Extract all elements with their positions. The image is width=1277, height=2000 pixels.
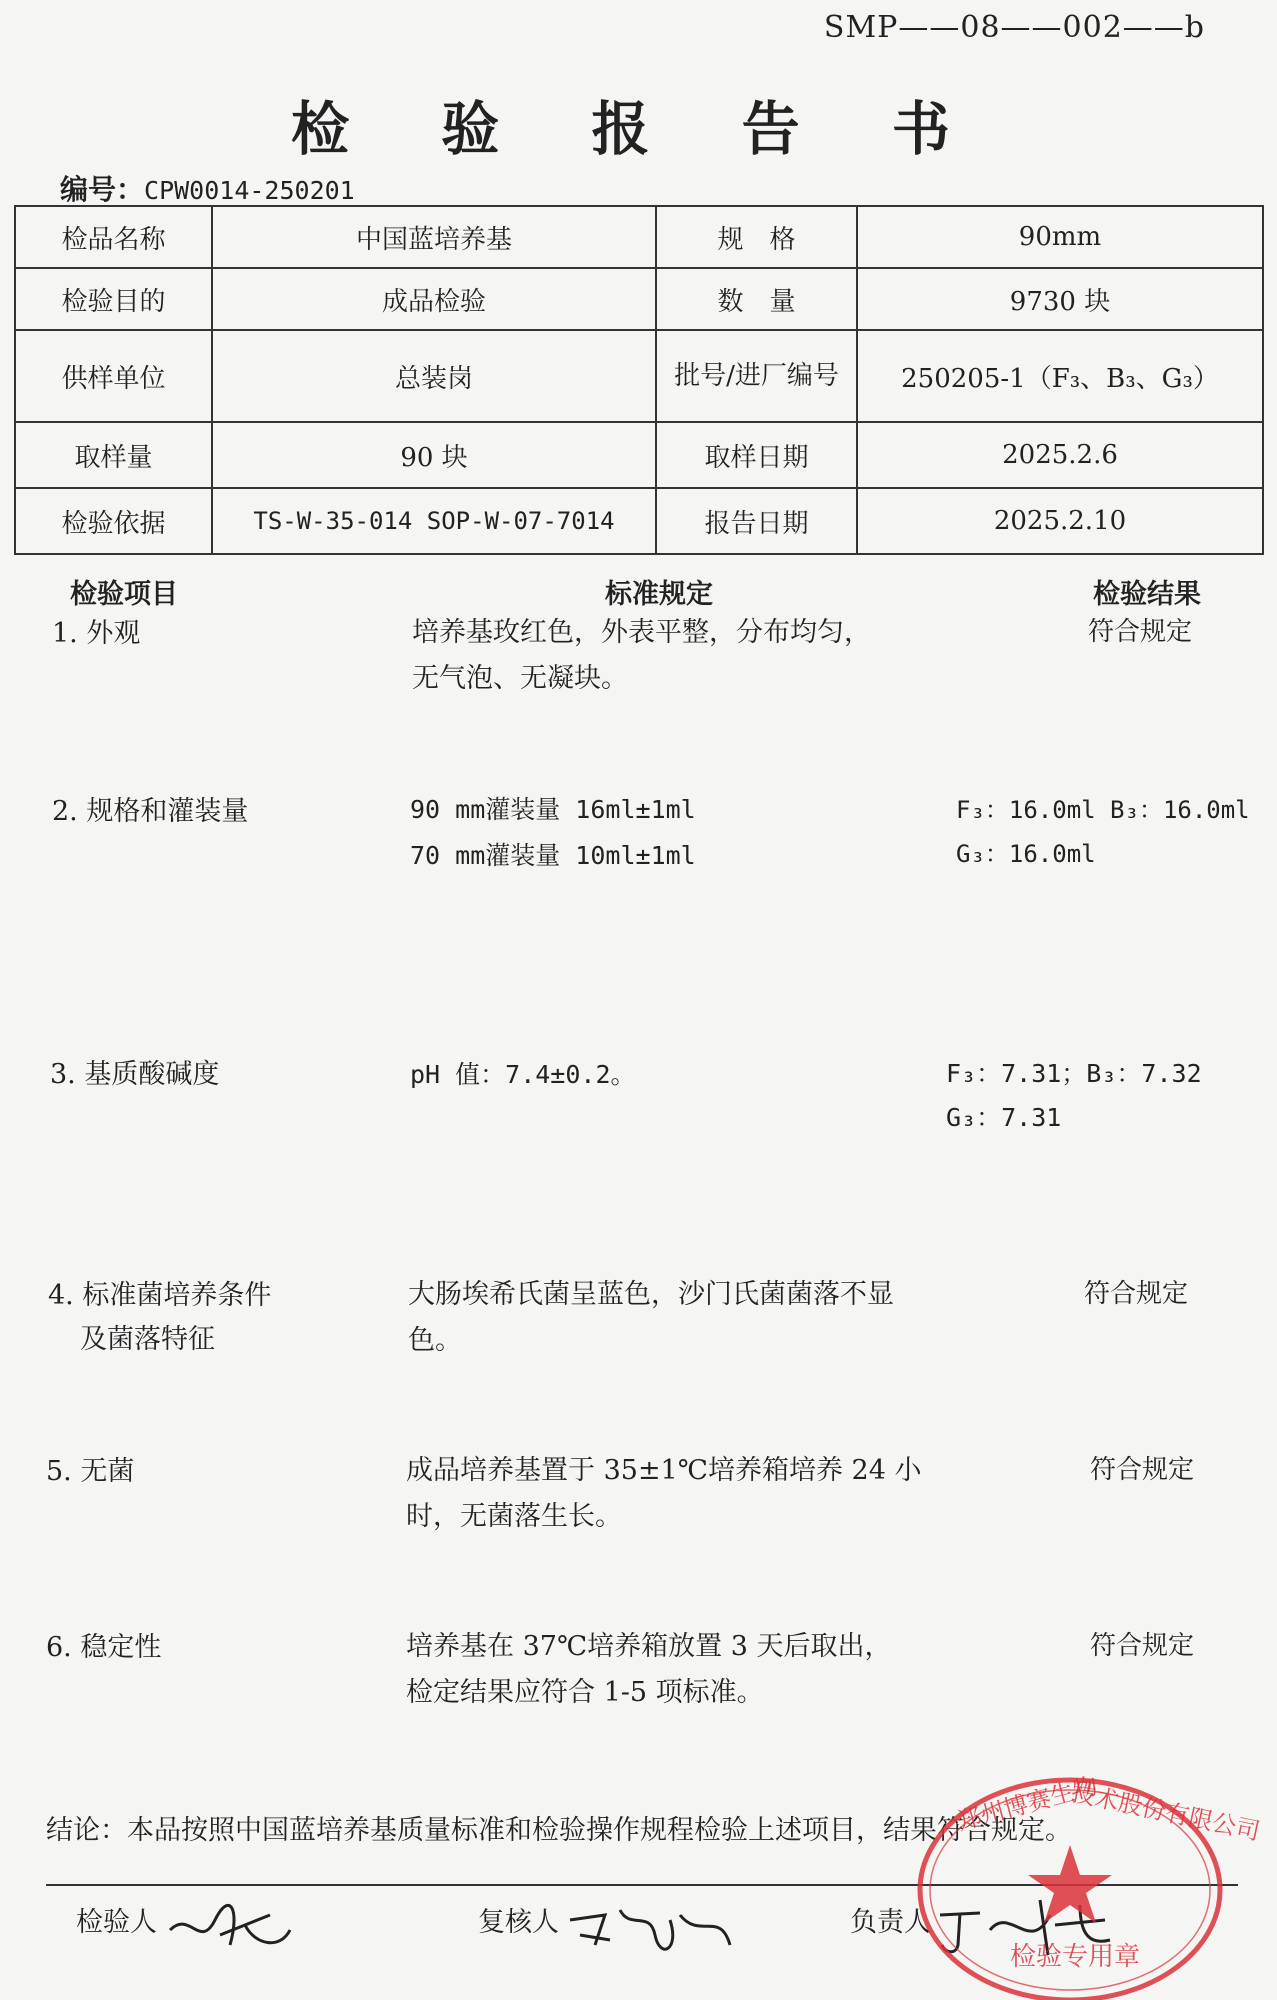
result-line: G₃：7.31: [946, 1103, 1062, 1132]
item-result: 符合规定: [1084, 1279, 1189, 1309]
standard-line: 时，无菌落生长。: [406, 1501, 622, 1532]
standard-line: 大肠埃希氏菌呈蓝色，沙门氏菌菌落不显: [408, 1279, 894, 1310]
item-result: [946, 1052, 1202, 1140]
svg-text:检验专用章: 检验专用章: [1010, 1942, 1141, 1972]
standard-line: 培养基玫红色，外表平整，分布均匀，: [412, 617, 871, 648]
standard-line: 培养基在 37℃培养箱放置 3 天后取出，: [406, 1631, 892, 1662]
header-result: 检验结果: [1093, 579, 1201, 610]
result-line: F₃：16.0ml B₃：16.0ml: [956, 796, 1250, 824]
info-value: 2025.2.10: [857, 488, 1263, 554]
item-name: 6. 稳定性: [46, 1632, 162, 1663]
item-name: 1. 外观: [52, 618, 141, 649]
page-title: 检 验 报 告 书: [291, 95, 986, 163]
standard-line: 检定结果应符合 1-5 项标准。: [406, 1677, 764, 1708]
reviewer-signature: [560, 1890, 740, 1970]
header-item: 检验项目: [70, 579, 178, 610]
item-result: [956, 788, 1250, 876]
standard-line: 70 mm灌装量 10ml±1ml: [410, 841, 696, 870]
item-name: [48, 1274, 271, 1362]
item-name-line: 4. 标准菌培养条件: [48, 1280, 272, 1311]
item-standard: [410, 787, 696, 879]
manager-label: 负责人: [850, 1907, 931, 1938]
item-result: 符合规定: [1090, 1631, 1195, 1661]
info-label: 数 量: [656, 268, 857, 330]
standard-line: 90 mm灌装量 16ml±1ml: [410, 795, 696, 824]
info-value: 90mm: [857, 206, 1263, 268]
inspector-label: 检验人: [76, 1907, 157, 1938]
item-result: 符合规定: [1088, 617, 1193, 647]
item-name-line: 及菌落特征: [80, 1324, 215, 1355]
svg-text:郑州博赛生物: 郑州博赛生物: [954, 1771, 1101, 1836]
inspector-signature: [160, 1890, 300, 1970]
company-seal: [900, 1760, 1263, 1990]
info-value: TS-W-35-014 SOP-W-07-7014: [212, 488, 656, 554]
info-value: 2025.2.6: [857, 422, 1263, 488]
info-label: 检验依据: [15, 488, 212, 554]
info-label: 检品名称: [15, 206, 212, 268]
document-code: SMP——08——002——b: [823, 10, 1205, 45]
info-value: 成品检验: [212, 268, 656, 330]
info-label: 规 格: [656, 206, 857, 268]
report-number: [60, 168, 355, 208]
info-label: 检验目的: [15, 268, 212, 330]
standard-line: 成品培养基置于 35±1℃培养箱培养 24 小: [406, 1455, 922, 1486]
header-standard: 标准规定: [605, 579, 713, 610]
svg-text:技术股份有限公司: 技术股份有限公司: [1068, 1778, 1263, 1846]
info-label: 报告日期: [656, 488, 857, 554]
item-name: 2. 规格和灌装量: [52, 796, 249, 827]
info-label: 取样量: [15, 422, 212, 488]
item-standard: [408, 1272, 894, 1364]
info-row: [15, 330, 1263, 422]
info-table: [14, 205, 1264, 555]
info-label: 供样单位: [15, 330, 212, 422]
result-line: F₃：7.31；B₃：7.32: [946, 1059, 1202, 1088]
reviewer-label: 复核人: [478, 1907, 559, 1938]
info-value: 9730 块: [857, 268, 1263, 330]
info-row: [15, 422, 1263, 488]
report-number-value: CPW0014-250201: [144, 176, 355, 205]
result-line: G₃：16.0ml: [956, 840, 1096, 868]
item-standard: pH 值：7.4±0.2。: [410, 1060, 636, 1089]
item-result: 符合规定: [1090, 1455, 1195, 1485]
item-name: 3. 基质酸碱度: [50, 1059, 220, 1090]
item-name: 5. 无菌: [46, 1456, 135, 1487]
standard-line: 无气泡、无凝块。: [412, 663, 628, 694]
info-label: 批号/进厂编号: [656, 330, 857, 422]
item-standard: [406, 1624, 892, 1716]
conclusion: 结论：本品按照中国蓝培养基质量标准和检验操作规程检验上述项目，结果符合规定。: [46, 1815, 1072, 1846]
item-standard: [406, 1448, 921, 1540]
info-row: [15, 206, 1263, 268]
report-number-label: 编号：: [60, 173, 145, 206]
info-row: [15, 268, 1263, 330]
standard-line: 色。: [408, 1325, 462, 1356]
info-value: 总装岗: [212, 330, 656, 422]
info-value: 90 块: [212, 422, 656, 488]
info-row: [15, 488, 1263, 554]
info-value: 250205-1（F₃、B₃、G₃）: [857, 330, 1263, 422]
info-value: 中国蓝培养基: [212, 206, 656, 268]
info-label: 取样日期: [656, 422, 857, 488]
item-standard: [412, 610, 871, 702]
